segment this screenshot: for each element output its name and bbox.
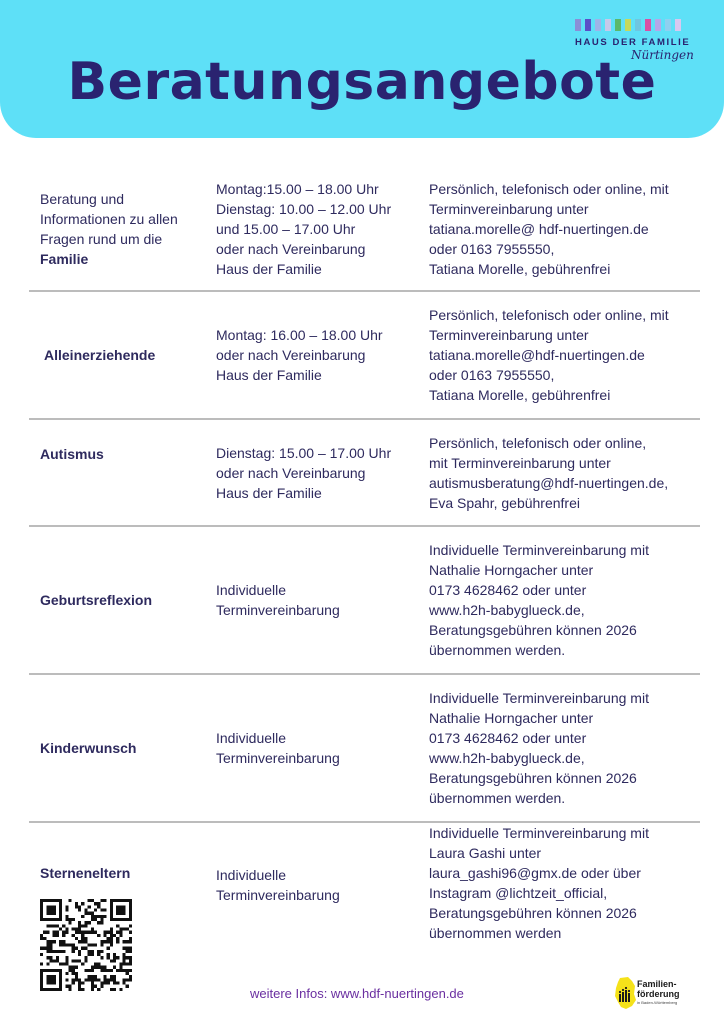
logo-script: Nürtingen bbox=[631, 48, 694, 62]
logo-bar bbox=[575, 19, 581, 31]
logo-bar bbox=[595, 19, 601, 31]
contact-cell: Persönlich, telefonisch oder online, mit Terminvereinbarung unter tatiana.morelle@hdf-nuertingen.de oder 0163 7955550, Tatiana Morelle, gebührenfrei bbox=[429, 307, 669, 403]
topic-cell bbox=[29, 675, 205, 821]
topic-bold: Sterneneltern bbox=[40, 865, 131, 881]
badge-line2: förderung bbox=[637, 989, 680, 999]
logo-bar bbox=[585, 19, 591, 31]
logo-name: HAUS DER FAMILIE bbox=[575, 37, 691, 48]
times-cell: Montag: 16.00 – 18.00 Uhr oder nach Vereinbarung Haus der Familie bbox=[216, 327, 383, 383]
topic-bold: Geburtsreflexion bbox=[40, 592, 153, 608]
table-row-kinderwunsch bbox=[29, 675, 700, 823]
qr-code-icon[interactable] bbox=[40, 899, 132, 991]
times-cell: Dienstag: 15.00 – 17.00 Uhr oder nach Vereinbarung Haus der Familie bbox=[216, 444, 392, 501]
contact-cell: Individuelle Terminvereinbarung mit Nathalie Horngacher unter 0173 4628462 oder unter www.h2h-babyglueck.de, Beratungsgebühren können 2026 übernommen werden. bbox=[429, 542, 649, 658]
topic-bold: Kinderwunsch bbox=[40, 740, 137, 756]
contact-cell: Individuelle Terminvereinbarung mit Nathalie Horngacher unter 0173 4628462 oder unter www.h2h-babyglueck.de, Beratungsgebühren können 2026 übernommen werden. bbox=[429, 690, 649, 806]
topic-cell bbox=[29, 292, 205, 418]
times-cell: Individuelle Terminvereinbarung bbox=[216, 730, 340, 766]
topic-cell bbox=[29, 420, 205, 525]
table-row-sterneneltern bbox=[29, 823, 700, 1003]
table-row-familie bbox=[29, 168, 700, 292]
topic-bold: Alleinerziehende bbox=[44, 347, 156, 363]
topic-cell bbox=[29, 527, 205, 673]
topic-cell bbox=[29, 168, 205, 290]
offers-table bbox=[29, 168, 700, 1003]
logo-bar bbox=[655, 19, 661, 31]
logo-bar bbox=[635, 19, 641, 31]
badge-sub: in Baden-Württemberg bbox=[637, 1000, 678, 1005]
table-row-autismus bbox=[29, 420, 700, 527]
logo-color-bars bbox=[575, 19, 707, 31]
logo-bar bbox=[645, 19, 651, 31]
logo-bar bbox=[625, 19, 631, 31]
badge-line1: Familien- bbox=[637, 979, 677, 989]
contact-cell: Individuelle Terminvereinbarung mit Laura Gashi unter laura_gashi96@gmx.de oder über Instagram @lichtzeit_official, Beratungsgebühren können 2026 übernommen werden bbox=[429, 825, 649, 941]
times-cell: Montag:15.00 – 18.00 Uhr Dienstag: 10.00 – 12.00 Uhr und 15.00 – 17.00 Uhr oder nach Vereinbarung Haus der Familie bbox=[216, 181, 392, 277]
logo-bar bbox=[605, 19, 611, 31]
topic-bold: Autismus bbox=[40, 446, 104, 462]
topic-cell bbox=[29, 823, 205, 1003]
badge-text bbox=[637, 979, 680, 999]
logo-bar bbox=[675, 19, 681, 31]
logo-bar bbox=[615, 19, 621, 31]
topic-text: Beratung und Informationen zu allen Fragen rund um die bbox=[40, 191, 178, 247]
header-banner bbox=[0, 0, 724, 138]
times-cell: Individuelle Terminvereinbarung bbox=[216, 582, 340, 618]
table-row-alleinerziehende bbox=[29, 292, 700, 420]
logo-bar bbox=[665, 19, 671, 31]
contact-cell: Persönlich, telefonisch oder online, mit Terminvereinbarung unter autismusberatung@hdf-nuertingen.de, Eva Spahr, gebührenfrei bbox=[429, 434, 669, 511]
footer-info[interactable]: weitere Infos: www.hdf-nuertingen.de bbox=[250, 986, 464, 1001]
haus-der-familie-logo bbox=[575, 19, 707, 73]
familienfoerderung-logo bbox=[614, 976, 694, 1012]
page-title: Beratungsangebote bbox=[67, 52, 657, 112]
times-cell: Individuelle Terminvereinbarung bbox=[216, 867, 340, 903]
baden-wuerttemberg-map-icon bbox=[614, 976, 636, 1010]
contact-cell: Persönlich, telefonisch oder online, mit Terminvereinbarung unter tatiana.morelle@ hdf-nuertingen.de oder 0163 7955550, Tatiana Morelle, gebührenfrei bbox=[429, 181, 669, 277]
topic-bold: Familie bbox=[40, 251, 89, 267]
table-row-geburtsreflexion bbox=[29, 527, 700, 675]
